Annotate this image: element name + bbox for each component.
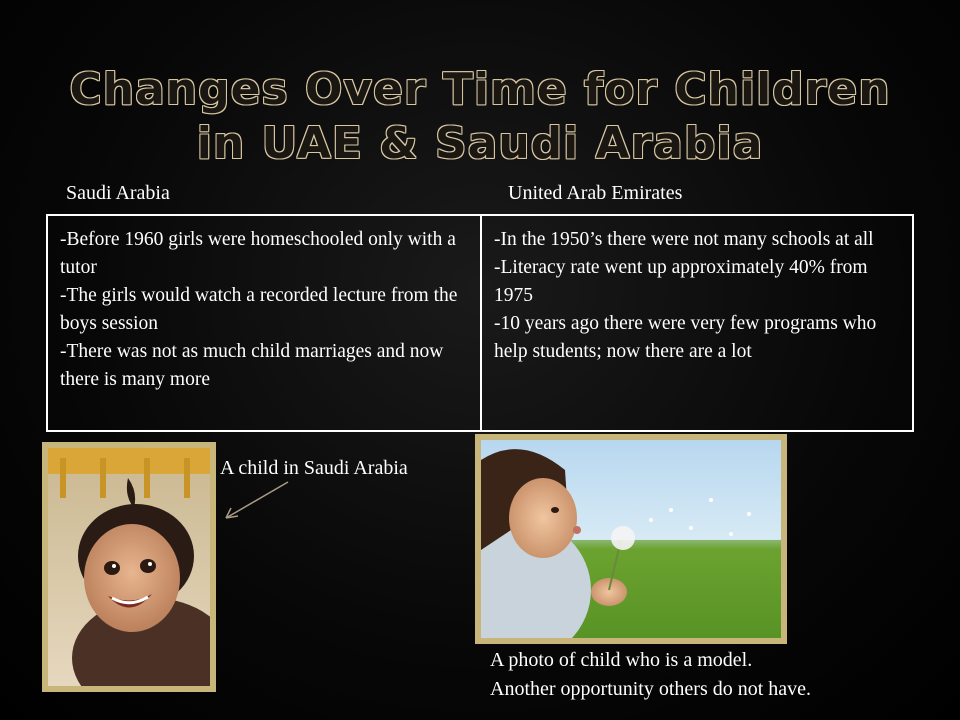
uae-point-2: -Literacy rate went up approximately 40% from 1975	[494, 257, 868, 306]
column-header-saudi-arabia: Saudi Arabia	[66, 182, 170, 204]
caption-child-model	[490, 646, 811, 704]
title-line-1: Changes Over Time for Children	[69, 64, 891, 116]
child-dandelion-image	[481, 440, 781, 638]
photo-child-saudi-arabia	[42, 442, 216, 692]
slide-title	[0, 63, 960, 171]
child-portrait-image	[48, 448, 210, 686]
caption-child-model-line-1: A photo of child who is a model.	[490, 649, 753, 671]
uae-point-1: -In the 1950’s there were not many schools at all	[494, 229, 874, 250]
saudi-point-1: -Before 1960 girls were homeschooled only with a tutor	[60, 229, 456, 278]
photo-child-model	[475, 434, 787, 644]
uae-cell	[480, 216, 912, 430]
title-line-2: in UAE & Saudi Arabia	[196, 118, 764, 170]
uae-point-3: -10 years ago there were very few programs who help students; now there are a lot	[494, 313, 877, 362]
caption-child-saudi-arabia: A child in Saudi Arabia	[220, 457, 408, 479]
saudi-arabia-cell	[48, 216, 480, 430]
comparison-table	[46, 214, 914, 432]
saudi-point-2: -The girls would watch a recorded lecture from the boys session	[60, 285, 458, 334]
arrow-icon	[220, 478, 292, 522]
saudi-point-3: -There was not as much child marriages and now there is many more	[60, 341, 444, 390]
caption-child-model-line-2: Another opportunity others do not have.	[490, 678, 812, 700]
column-header-uae: United Arab Emirates	[508, 182, 683, 204]
